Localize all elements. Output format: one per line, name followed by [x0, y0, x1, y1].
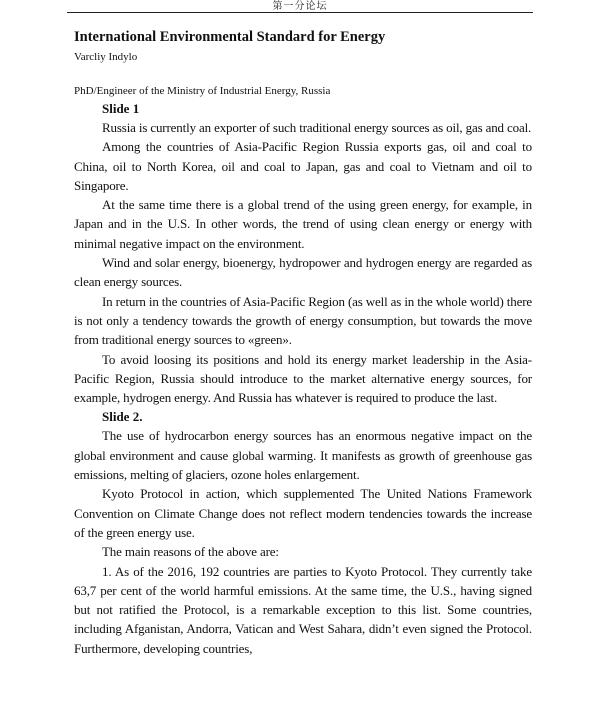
paragraph: In return in the countries of Asia-Pacific Region (as well as in the whole world) there is not only a tendency towards the growth of energy consumption, but towards the move from traditional energy sources to «green». — [74, 293, 532, 348]
paragraph: Wind and solar energy, bioenergy, hydropower and hydrogen energy are regarded as clean energy sources. — [74, 255, 532, 290]
paragraph: The use of hydrocarbon energy sources has an enormous negative impact on the global environment and cause global warming. It manifests as growth of greenhouse gas emissions, melting of glaciers, ozone holes enlargement. — [74, 428, 532, 483]
paragraph: Kyoto Protocol in action, which supplemented The United Nations Framework Convention on Climate Change does not reflect modern tendencies towards the increase of the green energy use. — [74, 486, 532, 540]
article-affiliation: PhD/Engineer of the Ministry of Industrial Energy, Russia — [74, 85, 331, 97]
article-author: Varcliy Indylo — [74, 51, 138, 63]
header-rule — [67, 12, 533, 13]
paragraph: At the same time there is a global trend of the using green energy, for example, in Japan and in the U.S. In other words, the trend of using clean energy or energy with minimal negative impact on the environment. — [74, 197, 532, 251]
slide-1-heading: Slide 1 — [102, 101, 140, 116]
paragraph: To avoid loosing its positions and hold its energy market leadership in the Asia-Pacific Region, Russia should introduce to the market alternative energy sources, for example, hydrogen energy. And Russia has whatever is required to produce the last. — [74, 351, 532, 406]
paragraph: Among the countries of Asia-Pacific Region Russia exports gas, oil and coal to China, oil to North Korea, oil and coal to Japan, gas and coal to Vietnam and oil to Singapore. — [74, 139, 532, 193]
paragraph: Russia is currently an exporter of such traditional energy sources as oil, gas and coal. — [102, 120, 532, 135]
paragraph: 1. As of the 2016, 192 countries are parties to Kyoto Protocol. They currently take 63,7 per cent of the world harmful emissions. At the same time, the U.S., having signed but not ratified the Protocol, is a remarkable exception to this list. Some countries, including Afganistan, Andorra, Vatican and West Sahara, didn’t even signed the Protocol. Furthermore, developing countries, — [74, 563, 532, 656]
page-header — [0, 0, 600, 14]
header-forum-label: 第一分论坛 — [272, 1, 328, 12]
slide-2-heading: Slide 2. — [102, 409, 143, 425]
paragraph: The main reasons of the above are: — [102, 544, 279, 560]
article-title: International Environmental Standard for Energy — [74, 29, 386, 45]
article — [74, 27, 532, 658]
